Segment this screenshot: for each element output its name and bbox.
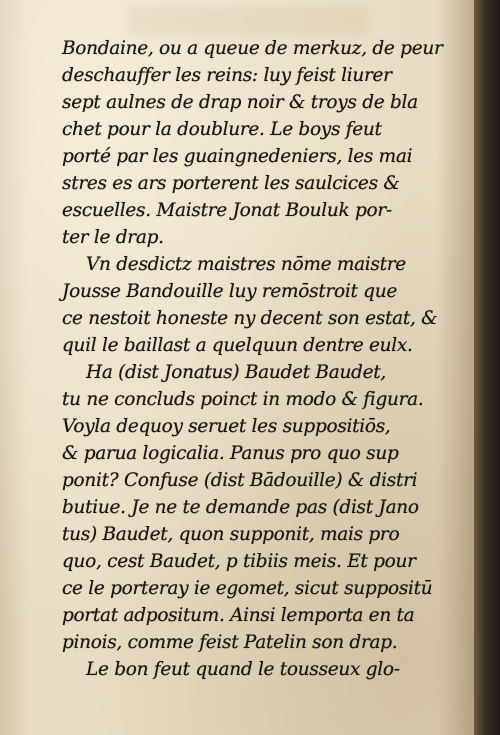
text-line: quil le baillast a quelquun dentre eulx. (62, 335, 413, 356)
text-line: deschauffer les reins: luy feist liurer (62, 65, 392, 86)
text-line: Le bon feut quand le tousseux glo- (86, 659, 400, 680)
text-line: escuelles. Maistre Jonat Bouluk por- (62, 200, 392, 221)
text-line: pinois, comme feist Patelin son drap. (62, 632, 398, 653)
text-line: chet pour la doublure. Le boys feut (62, 119, 382, 140)
text-line: porté par les guaingnedeniers, les mai (62, 146, 413, 167)
text-line: Jousse Bandouille luy remōstroit que (62, 281, 397, 302)
text-line: quo, cest Baudet, p tibiis meis. Et pour (62, 551, 416, 572)
text-line: Ha (dist Jonatus) Baudet Baudet, (86, 362, 386, 383)
text-line: sept aulnes de drap noir & troys de bla (62, 92, 418, 113)
text-line: ponit? Confuse (dist Bādouille) & distri (62, 470, 418, 491)
text-line: ter le drap. (62, 227, 164, 248)
text-line: Vn desdictz maistres nōme maistre (86, 254, 406, 275)
text-line: portat adpositum. Ainsi lemporta en ta (62, 605, 415, 626)
text-line: Voyla dequoy seruet les suppositiōs, (62, 416, 391, 437)
text-line: ce nestoit honeste ny decent son estat, & (62, 308, 438, 329)
text-line: tu ne concluds poinct in modo & figura. (62, 389, 424, 410)
text-line: stres es ars porterent les saulcices & (62, 173, 400, 194)
text-line: & parua logicalia. Panus pro quo sup (62, 443, 399, 464)
text-line: Bondaine, ou a queue de merkuz, de peur (62, 38, 443, 59)
text-line: ce le porteray ie egomet, sicut suppositū (62, 578, 433, 599)
text-line: butiue. Je ne te demande pas (dist Jano (62, 497, 419, 518)
book-gutter (474, 0, 500, 735)
text-line: tus) Baudet, quon supponit, mais pro (62, 524, 400, 545)
